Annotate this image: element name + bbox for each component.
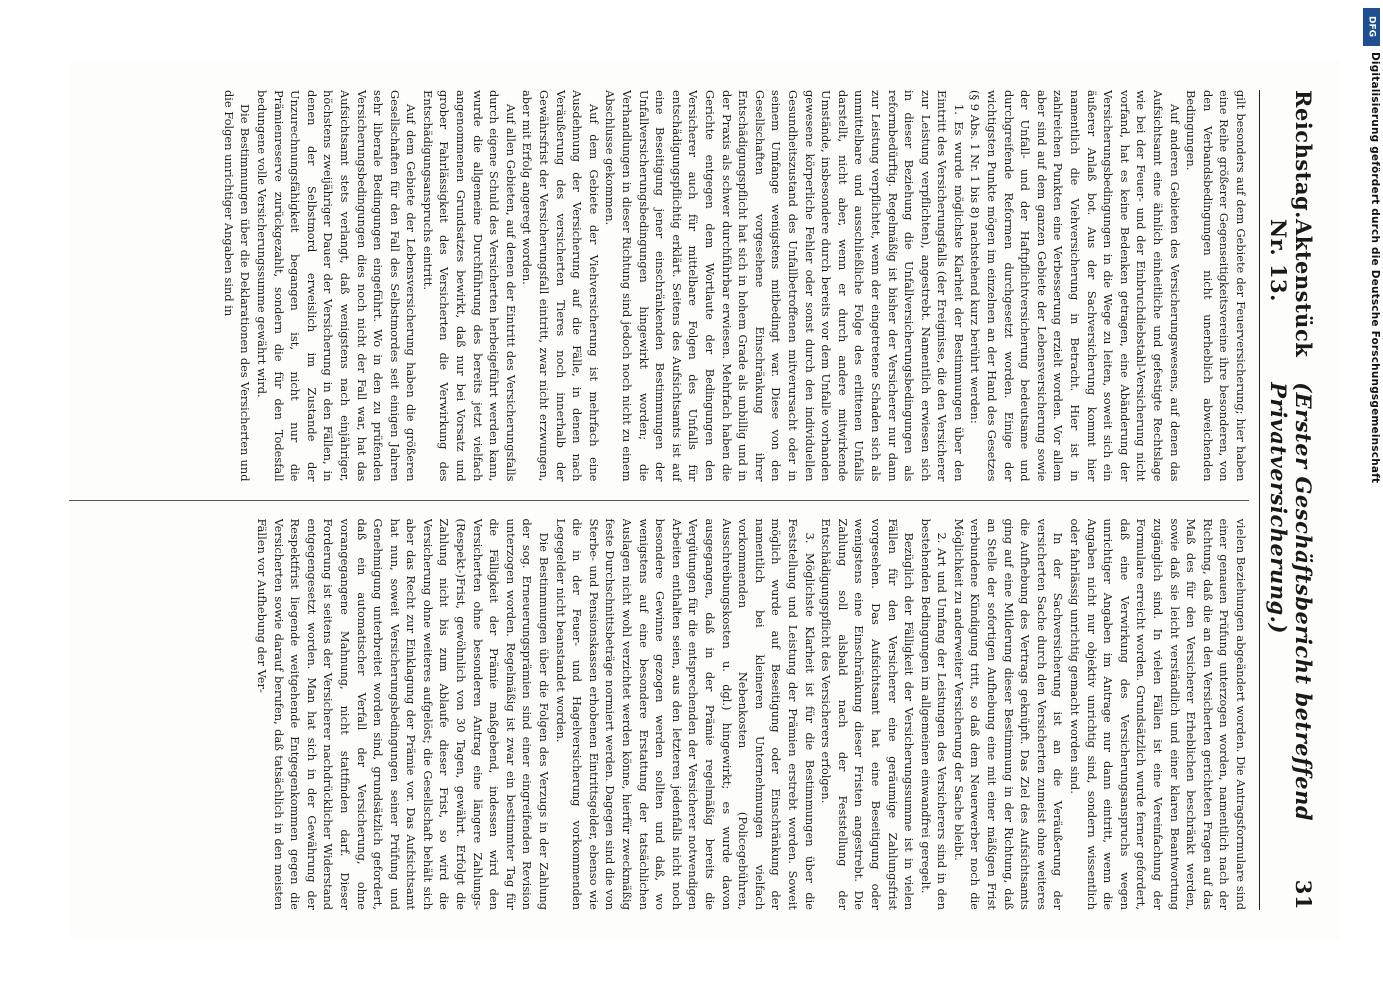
- header-center: Aktenstück Nr. 13.: [1266, 218, 1316, 358]
- left-column-paragraph: gilt besonders auf dem Gebiete der Feuerversicherung; hier haben eine Reihe größerer Gegenseitigkeitsvereine ihre besonderen, von den Verbandsbedingungen nicht unerheblich abweichenden Bedingungen.: [1184, 90, 1248, 482]
- right-column-paragraph: In der Sachversicherung ist an die Veräußerung der versicherten Sache durch den Versicherten zumeist ohne weiteres die Aufhebung des Vertrags geknüpft. Das Ziel des Aufsichtsamts ging auf eine Milderung dieser Bestimmung in der Richtung, daß an Stelle der sofortigen Aufhebung eine mit einer mäßigen Frist verbundene Kündigung tritt, so daß dem Neuerwerber noch die Möglichkeit zu anderweiter Versicherung der Sache bleibt.: [951, 518, 1066, 910]
- left-column-paragraph: 1. Es wurde möglichste Klarheit der Bestimmungen über den Eintritt des Versicherungsfalls (der Ereignisse, die den Versicherer zur Leistung verpflichten), angestrebt. Namentlich erwiesen sich in dieser Beziehung die Unfallversicherungsbedingungen als reformbedürftig. Regelmäßig ist bisher der Versicherer nur dann zur Leistung verpflichtet, wenn der eingetretene Schaden sich als unmittelbare und ausschließliche Folge des erlittenen Unfalls darstellt, nicht aber, wenn er durch andere mitwirkende Umstände, insbesondere durch bereits vor dem Unfalle vorhanden gewesene körperliche Fehler oder sonst durch den individuellen Gesundheitszustand des Unfallbetroffenen mitverursacht oder in seinem Umfange wenigstens mitbedingt war. Diese von den Gesellschaften vorgesehene Einschränkung ihrer Entschädigungspflicht hat sich in hohem Grade als unbillig und in der Praxis als schwer durchführbar erwiesen. Mehrfach haben die Gerichte entgegen dem Wortlaute der Bedingungen den Versicherer auch für mittelbare Folgen des Unfalls für entschädigungspflichtig erklärt. Seitens des Aufsichtsamts ist auf eine Beseitigung jener einschränkenden Bestimmungen der Unfallversicherungsbedingungen hingewirkt worden; die Verhandlungen in dieser Richtung sind jedoch noch nicht zu einem Abschlusse gekommen.: [603, 90, 966, 482]
- column-divider: [69, 500, 1249, 501]
- page-header: [1259, 90, 1316, 910]
- document-page: [70, 60, 1340, 940]
- left-column-paragraph: Die Bestimmungen über die Deklarationen des Versicherten und die Folgen unrichtiger Angaben sind in: [221, 90, 253, 482]
- left-column-paragraph: Auf anderen Gebieten des Versicherungswesens, auf denen das Aufsichtsamt eine ähnlich einheitliche und gefestigte Rechtslage wie bei der Feuer- und der Einbruchdiebstahl-Versicherung nicht vorfand, hat es keine Bedenken getragen, eine Abänderung der Versicherungsbedingungen in die Wege zu leiten, soweit sich ein äußerer Anlaß bot. Aus der Sachversicherung kommt hier namentlich die Viehversicherung in Betracht. Hier ist in zahlreichen Punkten eine Verbesserung erzielt worden. Vor allem aber sind auf dem ganzen Gebiete der Lebensversicherung sowie der Unfall- und der Haftpflichtversicherung bedeutsame und durchgreifende Reformen durchgesetzt worden. Einige der wichtigsten Punkte mögen im einzelnen an der Hand des Gesetzes (§ 9 Abs. 1 Nr. 1 bis 8) nachstehend kurz berührt werden:: [968, 90, 1182, 482]
- right-column-paragraph: Die Bestimmungen über die Folgen des Verzugs in der Zahlung der sog. Erneuerungsprämien sind einer eingreifenden Revision unterzogen worden. Regelmäßig ist zwar ein bestimmter Tag für die Fälligkeit der Prämie maßgebend, indessen wird den Versicherten ohne besonderen Antrag eine längere Zahlungs-(Respekt-)Frist, gewöhnlich von 30 Tagen, gewährt. Erfolgt die Zahlung nicht bis zum Ablaufe dieser Frist, so wird die Versicherung ohne weiteres aufgelöst; die Gesellschaft behält sich aber das Recht zur Einklagung der Prämie vor. Das Aufsichtsamt hat nun, soweit Versicherungsbedingungen seiner Prüfung und Genehmigung unterbreitet worden sind, grundsätzlich gefordert, daß ein automatischer Verfall der Versicherung, ohne vorangegangene Mahnung, nicht stattfinden darf. Dieser Forderung ist seitens der Versicherer nachdrücklicher Widerstand entgegengesetzt worden. Man hat sich in der Gewährung der Respektfrist liegende weitgehende Entgegenkommen gegen die Versicherten sowie darauf berufen, daß tatsächlich in den meisten Fällen vor Aufhebung der Ver-: [254, 518, 552, 910]
- dfg-logo: DFG: [1363, 8, 1380, 46]
- header-title: (Erster Geschäftsbericht betreffend Privatversicherung.): [1266, 382, 1316, 822]
- left-column-paragraph: Auf dem Gebiete der Viehversicherung ist mehrfach eine Ausdehnung der Versicherung auf die Fälle, in denen nach Veräußerung des versicherten Tieres noch innerhalb der Gewährsfrist der Versicherungsfall eintritt, zwar nicht erzwungen, aber mit Erfolg angeregt worden.: [520, 90, 601, 482]
- text-columns: [69, 90, 1249, 910]
- page-number: 31: [1291, 879, 1316, 910]
- left-column-paragraph: Auf allen Gebieten, auf denen der Eintritt des Versicherungsfalls durch eigene Schuld des Versicherten herbeigeführt werden kann, wurde die allgemeine Durchführung des bereits jetzt vielfach angenommenen Grundsatzes bewirkt, daß nur bei Vorsatz und grober Fahrlässigkeit des Versicherten die Verwirkung des Entschädigungsanspruchs eintritt.: [420, 90, 518, 482]
- right-column-paragraph: Bezüglich der Fälligkeit der Versicherungssumme ist in vielen Fällen für den Versicherer eine geräumige Zahlungsfrist vorgesehen. Das Aufsichtsamt hat eine Beseitigung oder wenigstens eine Einschränkung dieser Fristen angestrebt. Die Zahlung soll alsbald nach der Feststellung der Entschädigungspflicht des Versicherers erfolgen.: [819, 518, 917, 910]
- right-column-paragraph: 3. Möglichste Klarheit ist für die Bestimmungen über die Feststellung und Leistung der Prämien erstrebt worden. Soweit möglich wurde auf Beseitigung oder Einschränkung der namentlich bei kleineren Unternehmungen vielfach vorkommenden Nebenkosten (Policegebühren, Ausschreibungskosten u. dgl.) hingewirkt; es wurde davon ausgegangen, daß in der Prämie regelmäßig bereits die Vergütungen für die entsprechenden der Versicherer notwendigen Arbeiten enthalten seien, aus den letzteren jedenfalls nicht noch besondere Gewinne gezogen werden sollten und daß, wo wenigstens auf eine besondere Erstattung der tatsächlichen Auslagen nicht wohl verzichtet werden könne, hierfür zweckmäßig feste Durchschnittsbeträge normiert werden. Dagegen sind die von Sterbe- und Pensionskassen erhobenen Eintrittsgelder, ebenso wie die in der Feuer- und Hagelversicherung vorkommenden Legegelder nicht beanstandet worden.: [553, 518, 817, 910]
- right-column-paragraph: vielen Beziehungen abgeändert worden. Die Antragsformulare sind einer genauen Prüfung unterzogen worden, namentlich nach der Richtung, daß die an den Versicherten gerichteten Fragen auf das Maß des für den Versicherer Erheblichen beschränkt werden, sowie daß sie leicht verständlich und einer klaren Beantwortung zugänglich sind. In vielen Fällen ist eine Vereinfachung der Formulare erreicht worden. Grundsätzlich wurde ferner gefordert, daß eine Verwirkung des Versicherungsanspruchs wegen unrichtiger Angaben im Antrage nur dann eintritt, wenn die Angaben nicht nur objektiv unrichtig sind, sondern wissentlich oder fahrlässig unrichtig gemacht worden sind.: [1068, 518, 1248, 910]
- digitization-credit: Digitalisierung gefördert durch die Deutsche Forschungsgemeinschaft: [1369, 52, 1381, 484]
- right-column-paragraph: 2. Art und Umfang der Leistungen des Versicherers sind in den bestehenden Bedingungen im allgemeinen einwandfrei geregelt.: [918, 518, 950, 910]
- header-left: Reichstag.: [1291, 90, 1316, 219]
- left-column-paragraph: Auf dem Gebiete der Lebensversicherung haben die größeren Gesellschaften für den Fall des Selbstmordes seit einigen Jahren sehr liberale Bedingungen eingeführt. Wo in den zu prüfenden Versicherungsbedingungen dies noch nicht der Fall war, hat das Aufsichtsamt stets verlangt, daß wenigstens nach einjähriger, höchstens zweijähriger Dauer der Versicherung in den Fällen, in denen der Selbstmord erweislich im Zustande der Unzurechnungsfähigkeit begangen ist, nicht nur die Prämienreserve zurückgezahlt, sondern die für den Todesfall bedungene volle Versicherungssumme gewährt wird.: [254, 90, 419, 482]
- right-column: [69, 519, 1249, 911]
- left-column: [69, 90, 1249, 482]
